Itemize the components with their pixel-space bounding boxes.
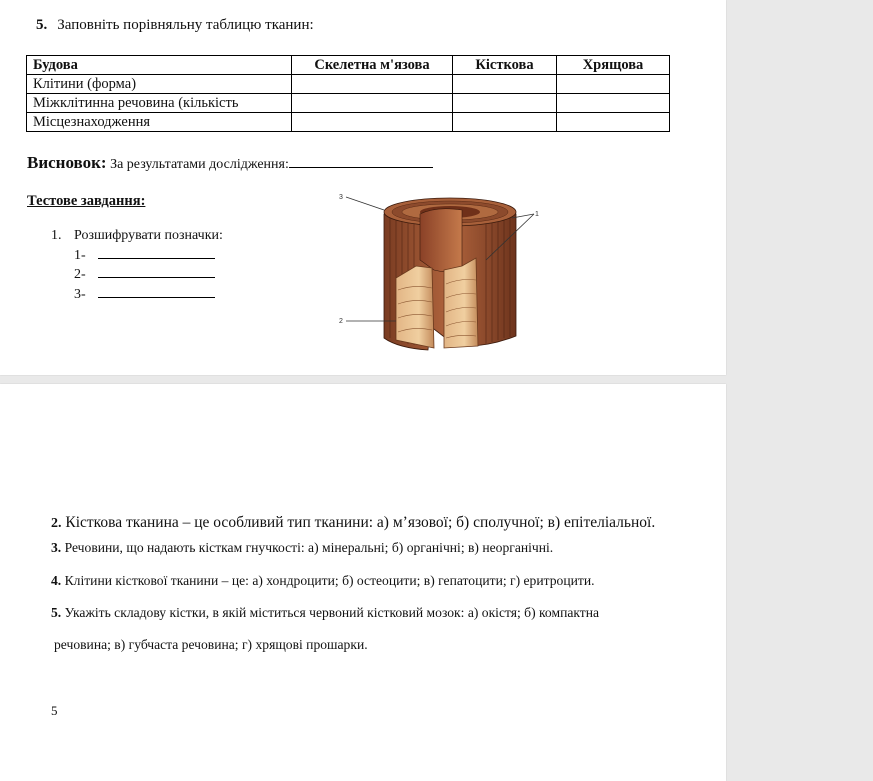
table-cell[interactable] xyxy=(557,94,670,113)
table-cell: Міжклітинна речовина (кількість xyxy=(27,94,292,113)
table-row xyxy=(27,75,670,94)
table-header-row xyxy=(27,56,670,75)
question-2 xyxy=(51,514,655,532)
table-cell[interactable] xyxy=(453,75,557,94)
figure-label-3: 3 xyxy=(339,194,343,201)
answer-row-3 xyxy=(74,285,215,303)
conclusion-text: За результатами дослідження: xyxy=(110,157,289,172)
conclusion-line xyxy=(27,153,433,173)
answer-label: 3- xyxy=(74,287,86,302)
question-3 xyxy=(51,540,553,556)
answer-row-2 xyxy=(74,265,215,283)
table-cell[interactable] xyxy=(557,75,670,94)
answer-label: 1- xyxy=(74,248,86,263)
table-header-cell: Кісткова xyxy=(453,56,557,75)
table-cell: Клітини (форма) xyxy=(27,75,292,94)
table-cell[interactable] xyxy=(292,113,453,132)
figure-label-2: 2 xyxy=(339,318,343,325)
answer-blank[interactable] xyxy=(98,246,215,259)
table-cell[interactable] xyxy=(453,94,557,113)
answer-blank[interactable] xyxy=(98,285,215,298)
document-page-1 xyxy=(0,0,726,375)
task-number: 5. xyxy=(36,17,48,33)
conclusion-blank[interactable] xyxy=(289,153,433,168)
question-text: Речовини, що надають кісткам гнучкості: а) мінеральні; б) органічні; в) неорганічні. xyxy=(64,540,554,555)
conclusion-label: Висновок: xyxy=(27,153,107,172)
question-number: 4. xyxy=(51,573,62,588)
question-number: 2. xyxy=(51,516,62,531)
question-5 xyxy=(51,605,599,621)
question-1-text: Розшифрувати позначки: xyxy=(74,228,223,243)
table-cell[interactable] xyxy=(292,94,453,113)
page-number: 5 xyxy=(51,703,58,718)
table-header-cell: Хрящова xyxy=(557,56,670,75)
question-4 xyxy=(51,573,595,589)
question-5-continuation: речовина; в) губчаста речовина; г) хрящові прошарки. xyxy=(54,637,368,652)
table-row xyxy=(27,94,670,113)
table-cell[interactable] xyxy=(292,75,453,94)
answer-blank[interactable] xyxy=(98,265,215,278)
table-cell: Місцезнаходження xyxy=(27,113,292,132)
table-cell[interactable] xyxy=(453,113,557,132)
table-header-cell: Будова xyxy=(27,56,292,75)
test-title: Тестове завдання: xyxy=(27,193,146,209)
question-text: Кісткова тканина – це особливий тип тканини: а) м’язової; б) сполучної; в) епітеліальної. xyxy=(65,514,656,531)
bone-structure-figure xyxy=(336,188,546,358)
task-5-title xyxy=(36,17,314,34)
question-text: Укажіть складову кістки, в якій міститься червоний кістковий мозок: а) окістя; б) компактна xyxy=(64,605,600,620)
table-row xyxy=(27,113,670,132)
question-number: 5. xyxy=(51,605,62,620)
question-1-number: 1. xyxy=(51,228,62,243)
table-header-cell: Скелетна м'язова xyxy=(292,56,453,75)
answer-label: 2- xyxy=(74,267,86,282)
answer-row-1 xyxy=(74,246,215,264)
figure-label-1: 1 xyxy=(535,211,539,218)
comparison-table xyxy=(26,55,670,132)
task-text: Заповніть порівняльну таблицю тканин: xyxy=(57,17,314,33)
question-text: Клітини кісткової тканини – це: а) хондроцити; б) остеоцити; в) гепатоцити; г) еритроцити. xyxy=(64,573,595,588)
question-1 xyxy=(51,228,223,244)
table-cell[interactable] xyxy=(557,113,670,132)
question-number: 3. xyxy=(51,540,62,555)
